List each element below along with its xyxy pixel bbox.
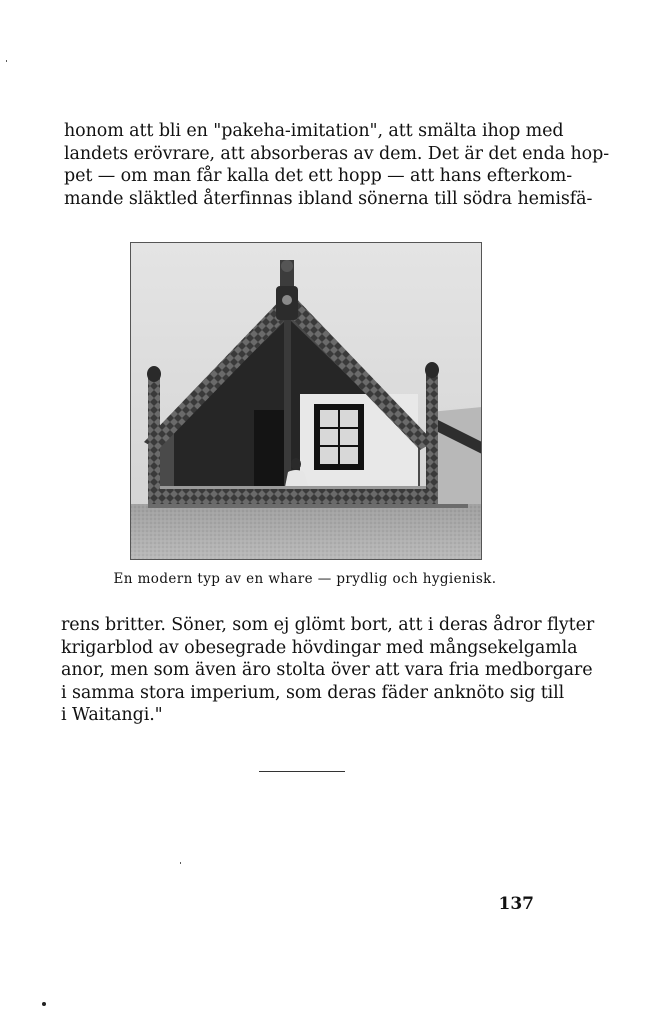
print-speck — [6, 60, 7, 62]
body-text-bottom — [61, 614, 595, 727]
text-line: i Waitangi." — [61, 705, 163, 726]
text-line: i samma stora imperium, som deras fäder anknöto sig till — [61, 682, 565, 703]
page-number: 137 — [498, 894, 534, 914]
section-divider — [259, 771, 345, 772]
text-line: anor, men som även äro stolta över att vara fria medborgare — [61, 660, 593, 681]
print-speck — [180, 862, 181, 864]
text-line: honom att bli en "pakeha-imitation", att smälta ihop med — [64, 121, 564, 141]
body-text-top — [64, 120, 610, 210]
print-speck — [42, 1002, 46, 1006]
whare-photograph — [130, 242, 482, 560]
text-line: rens britter. Söner, som ej glömt bort, att i deras ådror flyter — [61, 615, 595, 635]
text-line: mande släktled återfinnas ibland sönerna till södra hemisfä- — [64, 188, 593, 209]
figure-caption: En modern typ av en whare — prydlig och hygienisk. — [113, 571, 497, 587]
text-line: krigarblod av obesegrade hövdingar med mångsekelgamla — [61, 637, 578, 658]
text-line: pet — om man får kalla det ett hopp — att hans efterkom- — [64, 166, 573, 187]
text-line: landets erövrare, att absorberas av dem. Det är det enda hop- — [64, 143, 610, 164]
